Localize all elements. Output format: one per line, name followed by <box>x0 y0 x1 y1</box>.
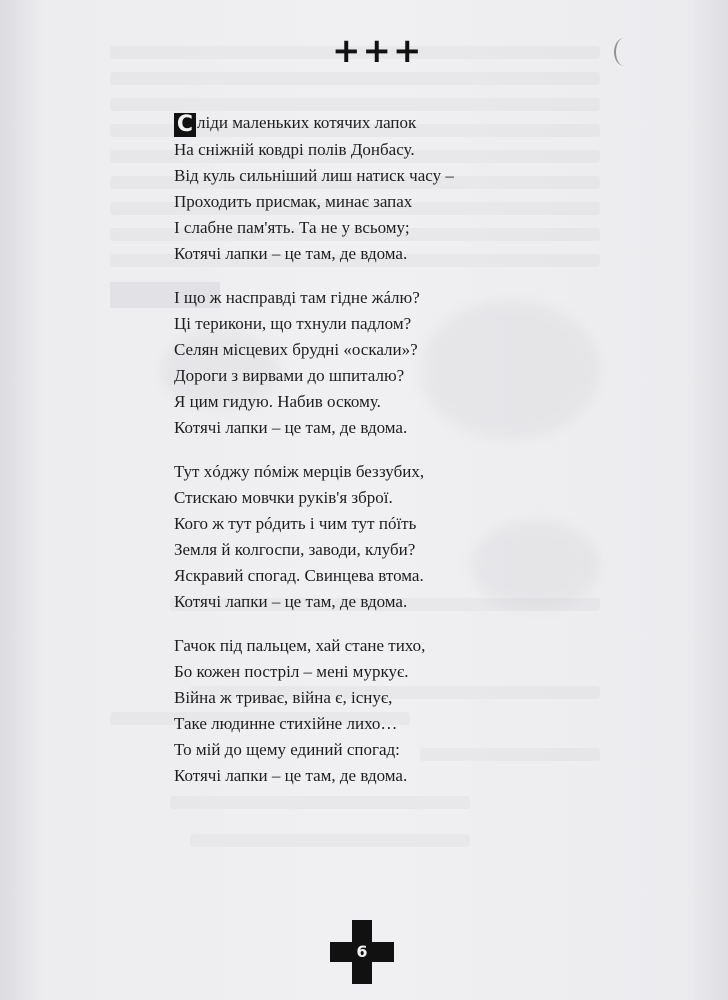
poem-line: Земля й колгоспи, заводи, клуби? <box>174 540 416 559</box>
poem <box>174 110 614 807</box>
poem-line: Яскравий спогад. Свинцева втома. <box>174 566 424 585</box>
poem-line: Котячі лапки – це там, де вдома. <box>174 418 408 437</box>
poem-line: Котячі лапки – це там, де вдома. <box>174 244 408 263</box>
section-marker: +++ <box>332 31 424 71</box>
poem-line-text: ліди маленьких котячих лапок <box>197 113 417 132</box>
poem-line <box>174 110 614 137</box>
poem-line: Проходить присмак, минає запах <box>174 192 413 211</box>
poem-line: Тут хóджу пóміж мерців беззубих, <box>174 462 425 481</box>
stanza <box>174 285 614 441</box>
poem-line: То мій до щему единий спогад: <box>174 740 400 759</box>
poem-line: Дороги з вирвами до шпиталю? <box>174 366 405 385</box>
stanza <box>174 633 614 789</box>
poem-line: Котячі лапки – це там, де вдома. <box>174 592 408 611</box>
poem-line: Котячі лапки – це там, де вдома. <box>174 766 408 785</box>
stanza <box>174 459 614 615</box>
stanza <box>174 110 614 267</box>
page-number: 6 <box>356 942 368 961</box>
poem-line: На сніжній ковдрі полів Донбасу. <box>174 140 415 159</box>
poem-line: І слабне пам'ять. Та не у всьому; <box>174 218 410 237</box>
poem-line: Стискаю мовчки руків'я зброї. <box>174 488 393 507</box>
poem-line: Кого ж тут рóдить і чим тут пóїть <box>174 514 417 533</box>
margin-pencil-mark <box>614 38 634 66</box>
poem-line: Таке людинне стихійне лихо… <box>174 714 398 733</box>
poem-line: Селян місцевих брудні «оскали»? <box>174 340 418 359</box>
poem-line: І що ж насправді там гідне жáлю? <box>174 288 420 307</box>
poem-line: Війна ж триває, війна є, існує, <box>174 688 393 707</box>
poem-line: Гачок під пальцем, хай стане тихо, <box>174 636 426 655</box>
poem-line: Бо кожен постріл – мені муркує. <box>174 662 409 681</box>
poem-line: Ці терикони, що тхнули падлом? <box>174 314 412 333</box>
poem-line: Від куль сильніший лиш натиск часу – <box>174 166 454 185</box>
poem-line: Я цим гидую. Набив оскому. <box>174 392 381 411</box>
drop-cap: С <box>174 113 196 137</box>
